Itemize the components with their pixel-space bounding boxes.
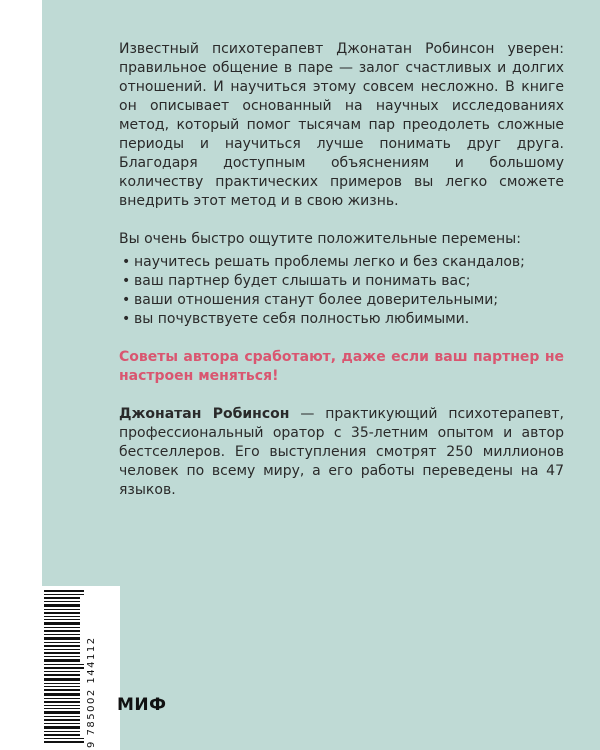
- intro-paragraph: Известный психотерапевт Джонатан Робинсон уверен: правильное общение в паре — залог счастливых и долгих отношений. И научиться этому совсем несложно. В книге он описывает основанный на научных исследованиях метод, который помог тысячам пар преодолеть сложные периоды и научиться лучше понимать друг друга. Благодаря доступным объяснениям и большому количеству практических примеров вы легко сможете внедрить этот метод и в свою жизнь.: [119, 41, 564, 209]
- list-item: • ваш партнер будет слышать и понимать вас;: [119, 272, 564, 291]
- list-item: • научитесь решать проблемы легко и без скандалов;: [119, 253, 564, 272]
- isbn-number: 9 785002 144112: [86, 636, 97, 748]
- list-item: • ваши отношения станут более доверительными;: [119, 291, 564, 310]
- publisher-logo: МИФ: [117, 695, 167, 715]
- author-name: Джонатан Робинсон: [119, 406, 290, 422]
- benefits-list: [119, 253, 564, 329]
- benefits-lead: Вы очень быстро ощутите положительные перемены:: [119, 231, 521, 247]
- list-item: • вы почувствуете себя полностью любимыми.: [119, 310, 564, 329]
- barcode: [42, 586, 120, 750]
- back-cover: [42, 0, 600, 750]
- highlight-text: Советы автора сработают, даже если ваш партнер не настроен меняться!: [119, 349, 564, 384]
- author-bio-text: — практикующий психотерапевт, профессиональный оратор с 35-летним опытом и автор бестселлеров. Его выступления смотрят 250 миллионов человек по всему миру, а его работы переведены на 47 языков.: [119, 406, 564, 498]
- author-bio: [119, 405, 564, 500]
- barcode-bars-icon: [44, 590, 84, 746]
- annotation-text-block: [119, 40, 564, 500]
